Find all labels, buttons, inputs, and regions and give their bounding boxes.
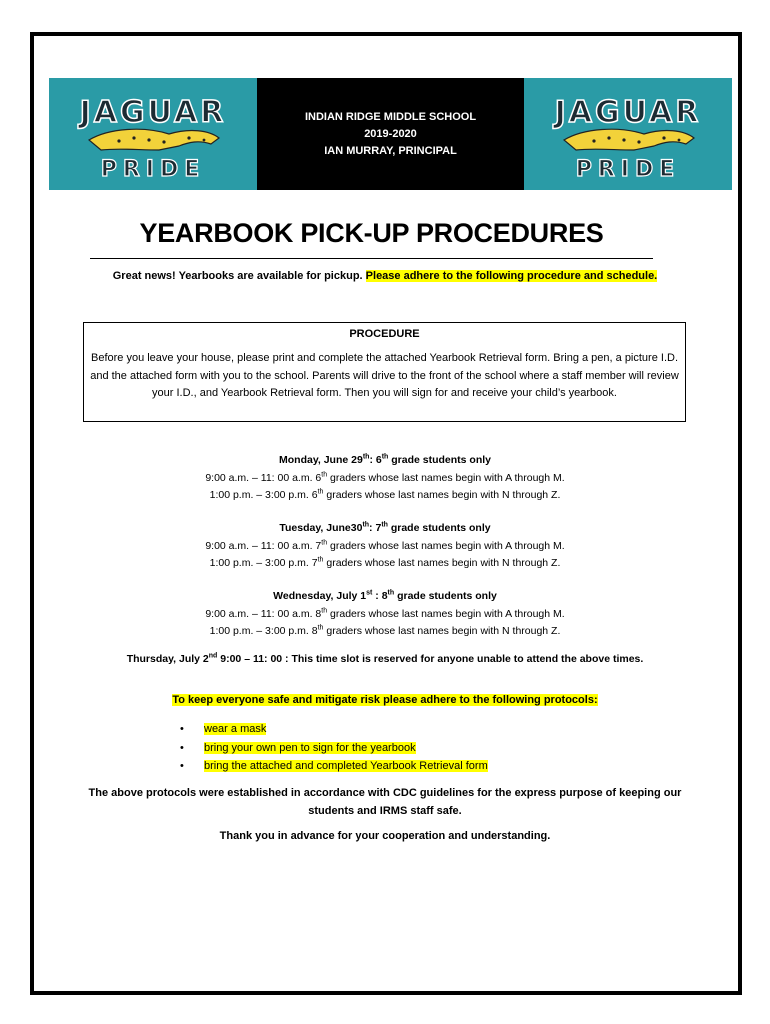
title-divider (90, 258, 653, 259)
school-year: 2019-2020 (364, 127, 417, 140)
list-item: • wear a mask (180, 720, 488, 739)
procedure-box (83, 322, 686, 422)
schedule-line: 9:00 a.m. – 11: 00 a.m. 8th graders whose last names begin with A through M. (205, 607, 565, 620)
schedule-thursday: Thursday, July 2nd 9:00 – 11: 00 : This time slot is reserved for anyone unable to attend the above times. (126, 652, 644, 665)
closing-statement: The above protocols were established in accordance with CDC guidelines for the express purpose of keeping our students and IRMS staff safe. (88, 787, 682, 817)
schedule-wednesday (90, 588, 680, 641)
list-item: • bring the attached and completed Yearbook Retrieval form (180, 757, 488, 776)
list-item: • bring your own pen to sign for the yearbook (180, 739, 488, 758)
schedule-heading: Tuesday, June30th: 7th grade students only (279, 521, 491, 534)
bullet-icon: • (180, 760, 184, 772)
intro-highlighted: Please adhere to the following procedure and schedule. (365, 270, 658, 282)
procedure-heading: PROCEDURE (349, 328, 420, 340)
schedule-line: 1:00 p.m. – 3:00 p.m. 7th graders whose last names begin with N through Z. (209, 556, 561, 569)
protocols-heading: To keep everyone safe and mitigate risk please adhere to the following protocols: (172, 694, 598, 706)
schedule-tuesday (90, 520, 680, 573)
jaguar-logo-icon (524, 78, 732, 190)
protocols-list (180, 720, 488, 776)
thank-you-note: Thank you in advance for your cooperation and understanding. (219, 830, 551, 842)
logo-word-jaguar: JAGUAR (554, 95, 702, 130)
logo-word-pride: PRIDE (575, 157, 681, 182)
school-header (257, 78, 524, 190)
schedule-line: 1:00 p.m. – 3:00 p.m. 8th graders whose last names begin with N through Z. (209, 624, 561, 637)
principal-name: IAN MURRAY, PRINCIPAL (324, 144, 457, 157)
logo-word-pride: PRIDE (100, 157, 206, 182)
jaguar-logo-icon (49, 78, 257, 190)
bullet-icon: • (180, 723, 184, 735)
schedule-monday (90, 452, 680, 505)
schedule-line: 9:00 a.m. – 11: 00 a.m. 7th graders whose last names begin with A through M. (205, 539, 565, 552)
jaguar-cat-icon (564, 129, 694, 150)
intro-text (90, 270, 680, 282)
school-name: INDIAN RIDGE MIDDLE SCHOOL (304, 110, 477, 123)
page-title: YEARBOOK PICK-UP PROCEDURES (139, 218, 604, 248)
jaguar-pride-logo-right (524, 78, 732, 190)
schedule-heading: Wednesday, July 1st : 8th grade students only (273, 589, 497, 602)
schedule-heading: Monday, June 29th: 6th grade students only (279, 453, 491, 466)
jaguar-pride-logo-left (49, 78, 257, 190)
intro-plain: Great news! Yearbooks are available for pickup. (112, 270, 363, 282)
jaguar-cat-icon (89, 129, 219, 150)
procedure-text: Before you leave your house, please print and complete the attached Yearbook Retrieval form. Bring a pen, a picture I.D. and the attached form with you to the school. Parents will drive to the front of the school where a staff member will review your I.D., and Yearbook Retrieval form. Then you will sign for and receive your child’s yearbook. (90, 352, 679, 399)
schedule-line: 1:00 p.m. – 3:00 p.m. 6th graders whose last names begin with N through Z. (209, 488, 561, 501)
bullet-icon: • (180, 741, 184, 754)
schedule-line: 9:00 a.m. – 11: 00 a.m. 6th graders whose last names begin with A through M. (205, 471, 565, 484)
logo-word-jaguar: JAGUAR (79, 95, 227, 130)
